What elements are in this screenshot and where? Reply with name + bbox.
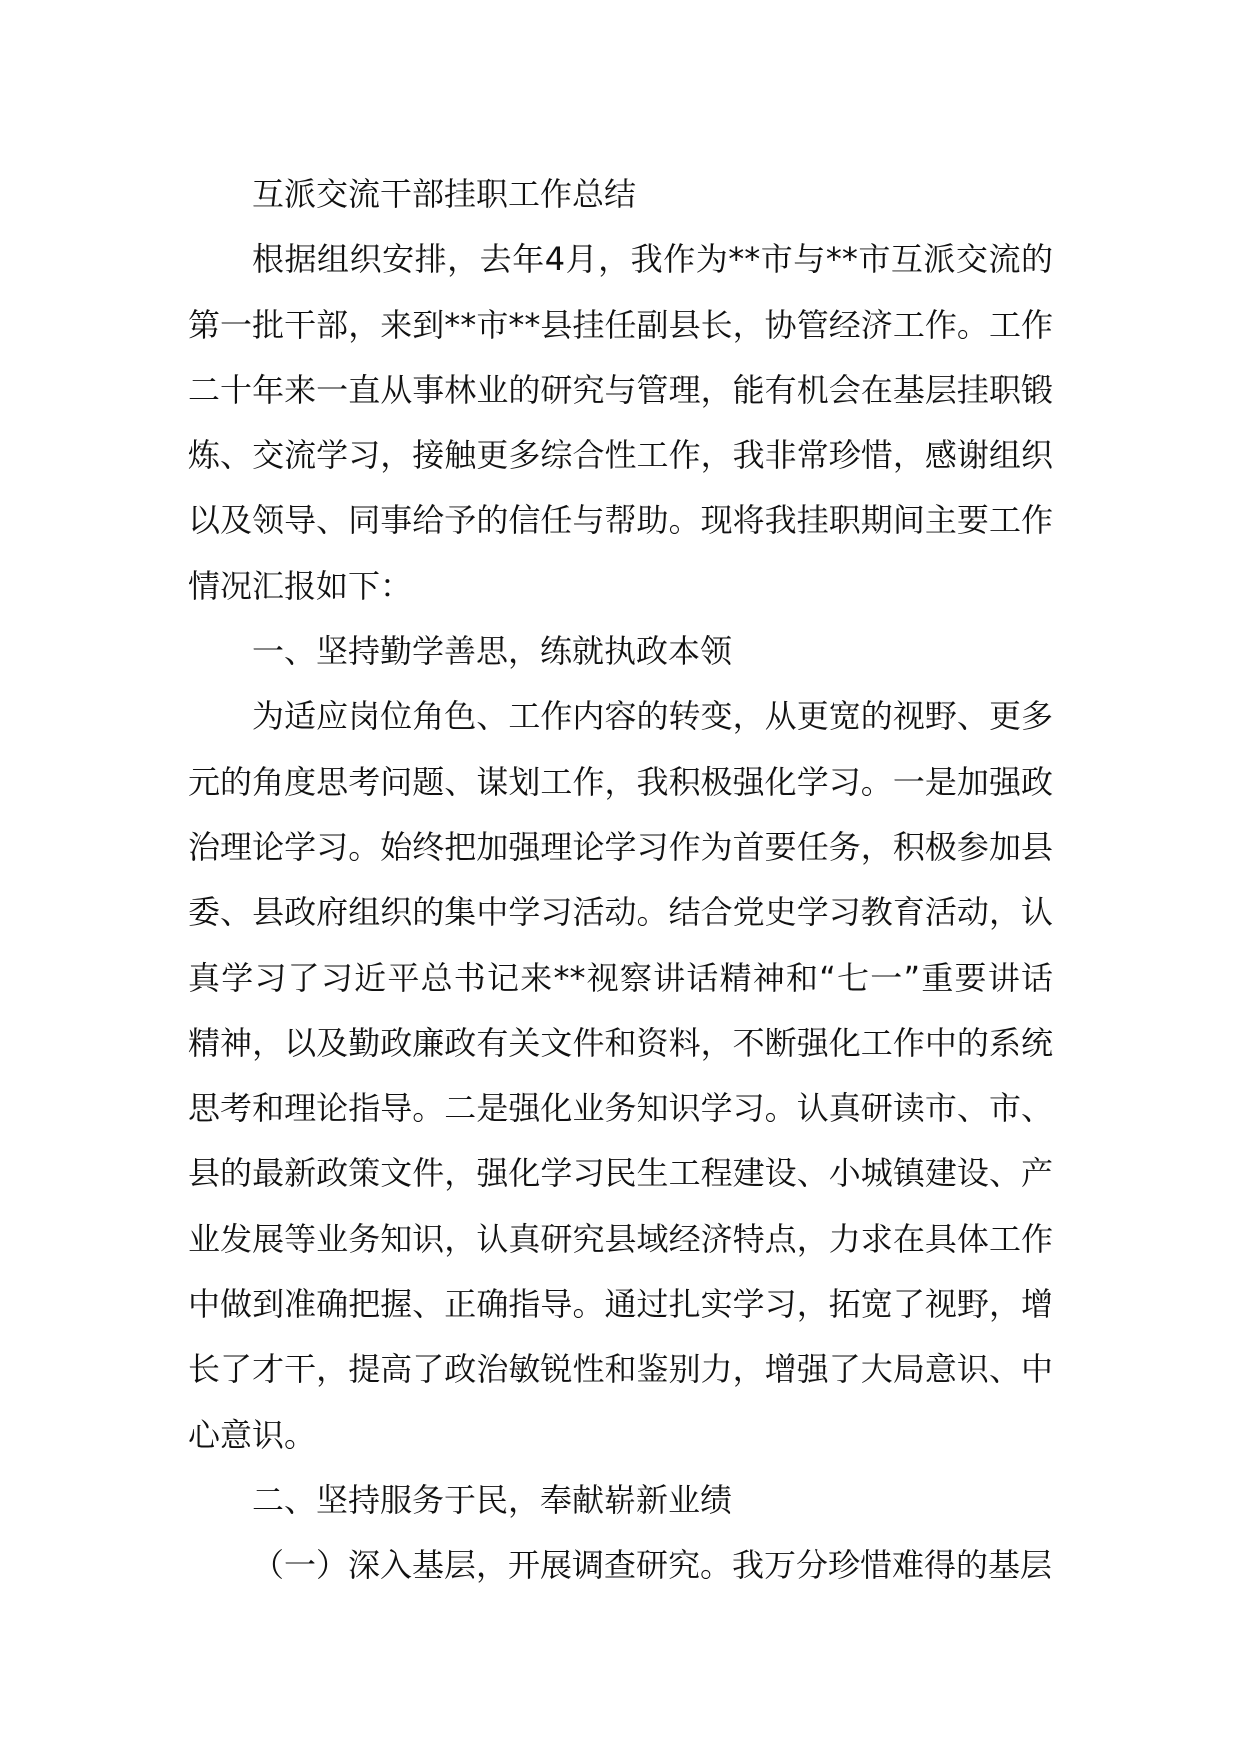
section-heading-1: 一、坚持勤学善思，练就执政本领 (252, 632, 733, 671)
paragraph-study: 为适应岗位角色、工作内容的转变，从更宽的视野、更多元的角度思考问题、谋划工作，我积极强化学习。一是加强政治理论学习。始终把加强理论学习作为首要任务，积极参加县委、县政府组织的集中学习活动。结合党史学习教育活动，认真学习了习近平总书记来**视察讲话精神和“七一”重要讲话精神，以及勤政廉政有关文件和资料，不断强化工作中的系统思考和理论指导。二是强化业务知识学习。认真研读市、市、县的最新政策文件，强化学习民生工程建设、小城镇建设、产业发展等业务知识，认真研究县域经济特点，力求在具体工作中做到准确把握、正确指导。通过扎实学习，拓宽了视野，增长了才干，提高了政治敏锐性和鉴别力，增强了大局意识、中心意识。 (188, 697, 1053, 1454)
paragraph-research: （一）深入基层，开展调查研究。我万分珍惜难得的基层 (252, 1546, 1053, 1585)
section-heading-2: 二、坚持服务于民，奉献崭新业绩 (252, 1480, 733, 1519)
document-title: 互派交流干部挂职工作总结 (252, 175, 637, 213)
document-body (188, 162, 1053, 1599)
paragraph-intro: 根据组织安排，去年4月，我作为**市与**市互派交流的第一批干部，来到**市**县挂任副县长，协管经济工作。工作二十年来一直从事林业的研究与管理，能有机会在基层挂职锻炼、交流学习，接触更多综合性工作，我非常珍惜，感谢组织以及领导、同事给予的信任与帮助。现将我挂职期间主要工作情况汇报如下： (188, 240, 1053, 605)
